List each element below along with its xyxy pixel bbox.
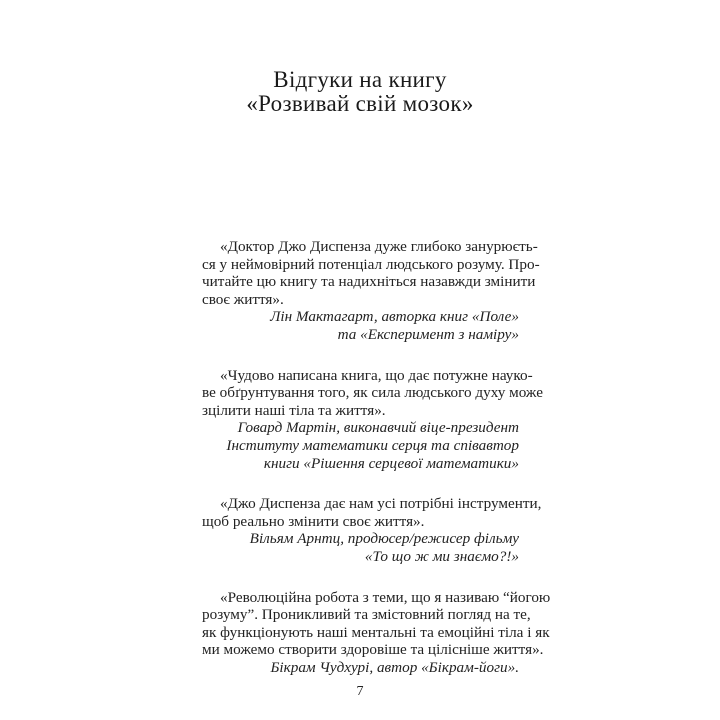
attribution-line: «То що ж ми знаємо?!»: [364, 547, 519, 565]
attribution-line: та «Експеримент з наміру»: [337, 325, 519, 343]
attribution-line: Інституту математики серця та співавтор: [226, 436, 519, 454]
quote-line: своє життя».: [202, 290, 284, 308]
attribution-line: книги «Рішення серцевої математики»: [263, 454, 519, 472]
title-line: Відгуки на книгу: [273, 67, 447, 92]
quote-line: «Революційна робота з теми, що я називаю “йогою: [220, 588, 551, 606]
quote-line: ве обґрунтування того, як сила людського духу може: [202, 384, 543, 402]
page-title: [0, 68, 720, 116]
quote-line: розуму”. Проникливий та змістовний погляд на те,: [202, 606, 531, 624]
attribution-line: Лін Мактагарт, авторка книг «Поле»: [270, 308, 519, 326]
title-line: «Розвивай свій мозок»: [246, 91, 474, 116]
attribution-line: Вільям Арнтц, продюсер/режисер фільму: [249, 530, 519, 548]
quote-line: «Чудово написана книга, що дає потужне науко-: [220, 366, 533, 384]
quote-line: читайте цю книгу та надихніться назавжди змінити: [202, 273, 536, 291]
review-1: [202, 238, 540, 344]
page-number: 7: [356, 684, 364, 699]
attribution-line: Говард Мартін, виконавчий віце-президент: [237, 419, 519, 437]
quote-line: «Джо Диспенза дає нам усі потрібні інструменти,: [220, 495, 542, 513]
quote-line: зцілити наші тіла та життя».: [202, 401, 386, 419]
quote-line: щоб реально змінити своє життя».: [202, 512, 425, 530]
quote-line: ся у неймовірний потенціал людського розуму. Про-: [202, 255, 540, 273]
reviews: [202, 238, 551, 699]
quote-line: «Доктор Джо Диспенза дуже глибоко занурюєть-: [220, 238, 538, 255]
review-4: [202, 588, 551, 677]
quote-line: ми можемо створити здоровіше та цілісніше життя».: [202, 641, 544, 659]
quote-line: як функціонують наші ментальні та емоційні тіла і як: [202, 623, 550, 641]
attribution-line: Бікрам Чудхурі, автор «Бікрам-йоги».: [270, 658, 519, 676]
review-2: [202, 366, 543, 473]
review-3: [202, 495, 542, 565]
